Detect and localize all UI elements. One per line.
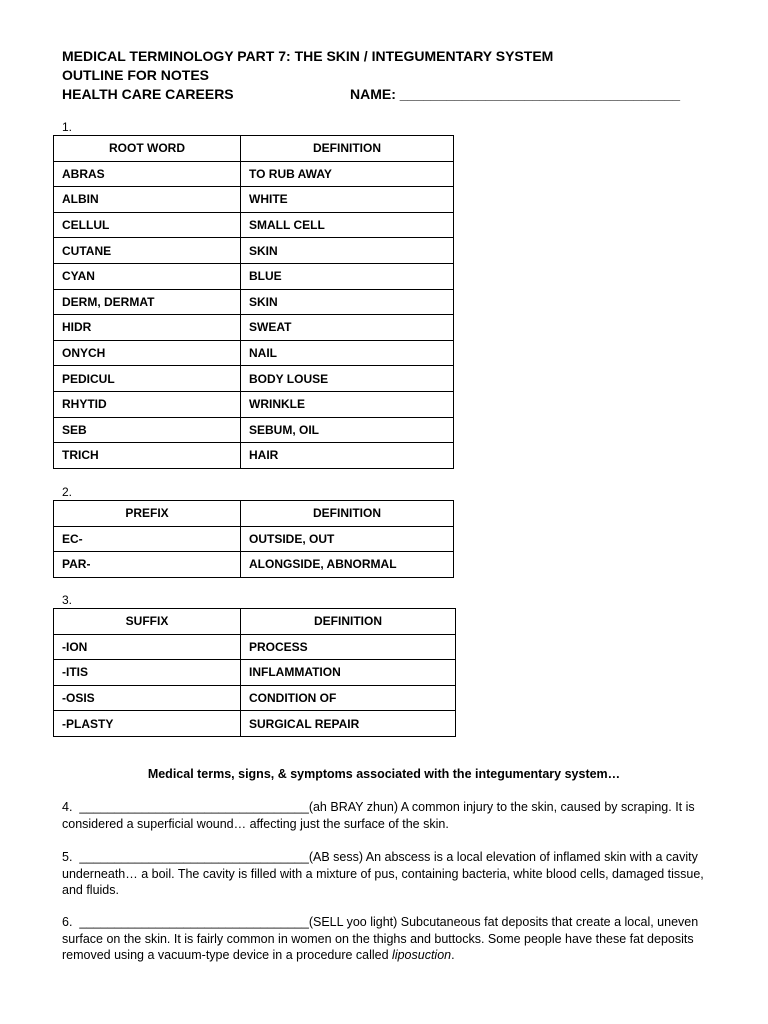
column-header-definition: DEFINITION [241, 609, 456, 635]
term-cell: HIDR [54, 315, 241, 341]
term-cell: TRICH [54, 443, 241, 469]
definition-cell: SKIN [241, 289, 454, 315]
term-cell: CYAN [54, 263, 241, 289]
term-cell: -OSIS [54, 685, 241, 711]
term-cell: ALBIN [54, 187, 241, 213]
definition-cell: SURGICAL REPAIR [241, 711, 456, 737]
definition-cell: SWEAT [241, 315, 454, 341]
definition-cell: TO RUB AWAY [241, 161, 454, 187]
term-cell: SEB [54, 417, 241, 443]
column-header-root-word: ROOT WORD [54, 136, 241, 162]
column-header-definition: DEFINITION [241, 501, 454, 527]
table-row [54, 289, 454, 315]
definition-cell: PROCESS [241, 634, 456, 660]
definition-cell: BODY LOUSE [241, 366, 454, 392]
term-cell: PAR- [54, 552, 241, 578]
table-row [54, 443, 454, 469]
term-item-4 [62, 799, 717, 832]
table-row [54, 634, 456, 660]
column-header-suffix: SUFFIX [54, 609, 241, 635]
root-word-table [53, 135, 454, 469]
term-cell: -ION [54, 634, 241, 660]
term-cell: CUTANE [54, 238, 241, 264]
definition-cell: HAIR [241, 443, 454, 469]
student-name-field[interactable]: NAME: ____________________________________ [350, 86, 681, 102]
term-cell: -PLASTY [54, 711, 241, 737]
item-italic-term: liposuction [392, 948, 452, 962]
term-cell: ABRAS [54, 161, 241, 187]
answer-blank[interactable]: _________________________________ [79, 800, 309, 814]
course-name-line [62, 85, 722, 104]
definition-cell: BLUE [241, 263, 454, 289]
definition-cell: ALONGSIDE, ABNORMAL [241, 552, 454, 578]
column-header-prefix: PREFIX [54, 501, 241, 527]
item-number: 5. [62, 850, 73, 864]
definition-cell: SKIN [241, 238, 454, 264]
prefix-table [53, 500, 454, 578]
table-row [54, 315, 454, 341]
table-row [54, 685, 456, 711]
item-description: (AB sess) An abscess is a local elevation of inflamed skin with a cavity underneath… a boil. The cavity is filled with a mixture of pus, containing bacteria, white blood cells, damaged tissue, and fluids. [62, 850, 704, 897]
column-header-definition: DEFINITION [241, 136, 454, 162]
table-row [54, 212, 454, 238]
definition-cell: WRINKLE [241, 391, 454, 417]
table-row [54, 340, 454, 366]
definition-cell: NAIL [241, 340, 454, 366]
item-number: 4. [62, 800, 73, 814]
table-row [54, 161, 454, 187]
item-description: (SELL yoo light) Subcutaneous fat deposits that create a local, uneven surface on the skin. It is fairly common in women on the thighs and buttocks. Some people have these fat deposits removed using a vacuum-type device in a procedure called [62, 915, 699, 962]
section-number-1: 1. [62, 120, 73, 134]
term-cell: ONYCH [54, 340, 241, 366]
table-row [54, 552, 454, 578]
table-row [54, 391, 454, 417]
term-cell: DERM, DERMAT [54, 289, 241, 315]
course-name: HEALTH CARE CAREERS [62, 86, 234, 102]
document-header [62, 47, 722, 104]
term-item-5 [62, 849, 717, 899]
outline-subtitle: OUTLINE FOR NOTES [62, 67, 209, 83]
terms-section-heading: Medical terms, signs, & symptoms associated with the integumentary system… [147, 767, 621, 781]
table-row [54, 417, 454, 443]
table-row [54, 187, 454, 213]
table-row [54, 526, 454, 552]
section-number-3: 3. [62, 593, 73, 607]
term-cell: CELLUL [54, 212, 241, 238]
definition-cell: SEBUM, OIL [241, 417, 454, 443]
term-cell: -ITIS [54, 660, 241, 686]
term-item-6 [62, 914, 717, 964]
table-row [54, 238, 454, 264]
item-number: 6. [62, 915, 73, 929]
answer-blank[interactable]: _________________________________ [79, 915, 309, 929]
table-row [54, 366, 454, 392]
section-number-2: 2. [62, 485, 73, 499]
definition-cell: INFLAMMATION [241, 660, 456, 686]
definition-cell: WHITE [241, 187, 454, 213]
suffix-table [53, 608, 456, 737]
answer-blank[interactable]: _________________________________ [79, 850, 309, 864]
term-cell: EC- [54, 526, 241, 552]
document-title: MEDICAL TERMINOLOGY PART 7: THE SKIN / INTEGUMENTARY SYSTEM [62, 48, 554, 64]
term-cell: RHYTID [54, 391, 241, 417]
item-end-punctuation: . [451, 948, 455, 962]
definition-cell: OUTSIDE, OUT [241, 526, 454, 552]
definition-cell: SMALL CELL [241, 212, 454, 238]
table-row [54, 660, 456, 686]
table-row [54, 711, 456, 737]
item-description: (ah BRAY zhun) A common injury to the skin, caused by scraping. It is considered a superficial wound… affecting just the surface of the skin. [62, 800, 695, 831]
term-cell: PEDICUL [54, 366, 241, 392]
table-row [54, 263, 454, 289]
definition-cell: CONDITION OF [241, 685, 456, 711]
